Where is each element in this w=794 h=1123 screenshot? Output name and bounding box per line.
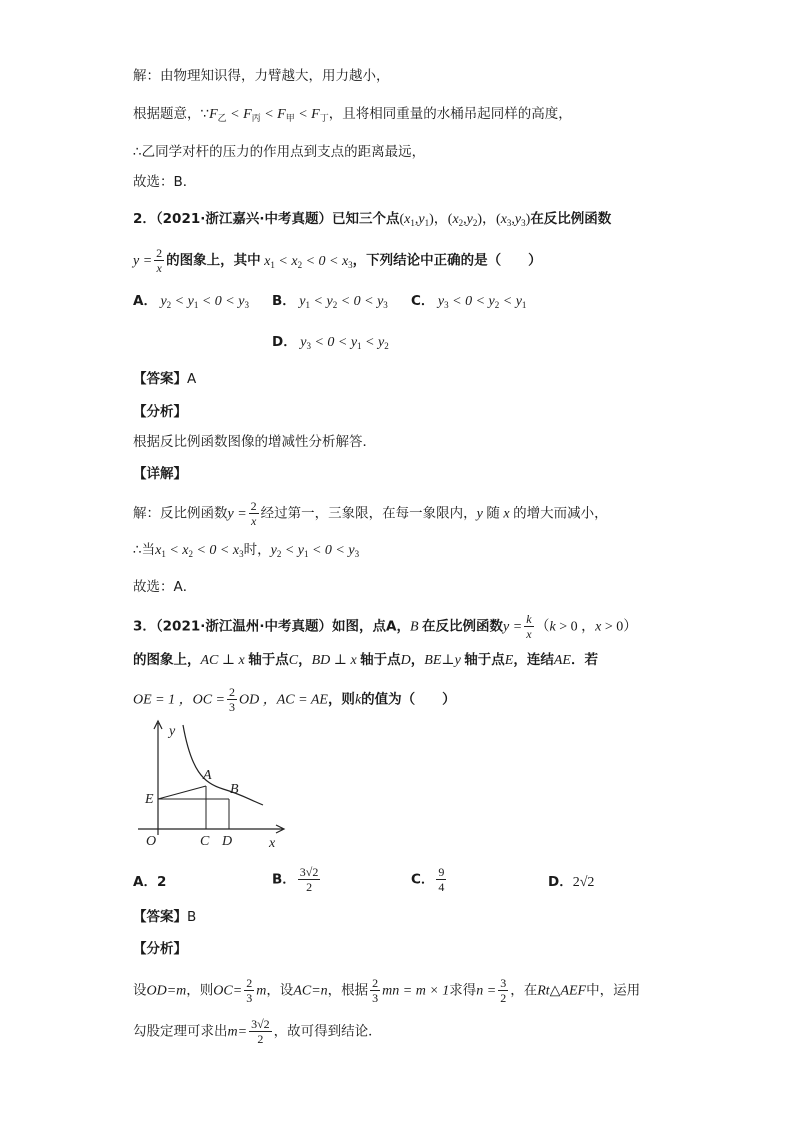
label-e: E bbox=[145, 792, 154, 807]
q3-option-a[interactable]: A．2 bbox=[133, 874, 167, 890]
label-o: O bbox=[146, 834, 157, 849]
q3-stem-line-1: 3．（2021·浙江温州·中考真题）如图，点A，B 在反比例函数y = $\frac{k}{x}$ （k > 0 ，x > 0） bbox=[133, 612, 638, 641]
q2-detail-line-3: 故选：A． bbox=[133, 579, 197, 595]
q2-stem-line-1: 2．（2021·浙江嘉兴·中考真题）已知三个点$(x_1,y_1)$，$(x_2,y_2)$，$(x_3,y_3)$在反比例函数 bbox=[133, 211, 612, 228]
q2-detail-line-1: 解：反比例函数y = $\frac{2}{x}$ 经过第一，三象限，在每一象限内，y 随 x 的增大而减小， bbox=[133, 499, 608, 528]
q3-option-b[interactable]: B． $\frac{3√2}{2}$ bbox=[272, 865, 319, 894]
q2-detail-line-2: ∴当$x_1 < x_2 < 0 < x_3$时，$y_2 < y_1 < 0 < y_3$ bbox=[133, 542, 360, 559]
label-d: D bbox=[222, 834, 233, 849]
label-a: A bbox=[203, 768, 212, 783]
label-b: B bbox=[230, 782, 239, 797]
prev-solution-line-3: ∴乙同学对杆的压力的作用点到支点的距离最远， bbox=[133, 144, 426, 160]
q2-answer: 【答案】A bbox=[133, 371, 197, 387]
q2-option-b[interactable]: B． $y_1 < y_2 < 0 < y_3$ bbox=[272, 293, 388, 310]
q2-stem-line-2: y = $\frac{2}{x}$ 的图象上，其中 $x_1 < x_2 < 0 < x_3$，下列结论中正确的是（ ） bbox=[133, 246, 542, 275]
q3-option-d[interactable]: D．2√2 bbox=[548, 874, 595, 890]
q2-function: y = bbox=[133, 253, 153, 269]
q3-analysis-line-1: 设OD=m，则OC= $\frac{2}{3}$ m，设AC=n，根据 $\frac{2}{3}$ mn = m × 1求得n = $\frac{3}{2}$ ，在Rt△AEF中，运用 bbox=[133, 976, 641, 1005]
q2-option-d[interactable]: D． $y_3 < 0 < y_1 < y_2$ bbox=[272, 334, 389, 351]
prev-solution-line-1: 解：由物理知识得，力臂越大，用力越小， bbox=[133, 68, 390, 84]
q2-condition: $x_1 < x_2 < 0 < x_3$ bbox=[260, 253, 353, 270]
hyperbola-curve bbox=[183, 725, 263, 805]
label-y: y bbox=[169, 724, 176, 739]
q2-option-a[interactable]: A． $y_2 < y_1 < 0 < y_3$ bbox=[133, 293, 249, 310]
label-x: x bbox=[269, 836, 276, 851]
q3-figure bbox=[133, 715, 293, 855]
q3-option-c[interactable]: C． $\frac{9}{4}$ bbox=[411, 865, 445, 894]
q3-analysis-line-2: 勾股定理可求出m= $\frac{3√2}{2}$ ，故可得到结论． bbox=[133, 1017, 382, 1046]
q3-answer: 【答案】B bbox=[133, 909, 197, 925]
label-c: C bbox=[200, 834, 210, 849]
q3-analysis-tag: 【分析】 bbox=[133, 941, 187, 957]
q3-stem-line-3: OE = 1 ，OC = $\frac{2}{3}$ OD ，AC = AE，则k的值为（ ） bbox=[133, 685, 456, 714]
q2-analysis-tag: 【分析】 bbox=[133, 404, 187, 420]
q2-option-c[interactable]: C． $y_3 < 0 < y_2 < y_1$ bbox=[411, 293, 527, 310]
segment-ea bbox=[158, 786, 206, 799]
q2-points: $(x_1,y_1)$，$(x_2,y_2)$，$(x_3,y_3)$ bbox=[399, 212, 531, 228]
prev-solution-line-4: 故选：B． bbox=[133, 174, 197, 190]
force-inequality: $F_乙 < F_丙 < F_甲 < F_丁$ bbox=[209, 107, 329, 123]
q2-analysis: 根据反比例函数图像的增减性分析解答． bbox=[133, 434, 376, 450]
q3-stem-line-2: 的图象上，AC ⊥ x 轴于点C，BD ⊥ x 轴于点D，BE⊥y 轴于点E，连结AE．若 bbox=[133, 652, 598, 668]
q2-detail-tag: 【详解】 bbox=[133, 466, 187, 482]
prev-solution-line-2: 根据题意，$\because F_乙 < F_丙 < F_甲 < F_丁$，且将相同重量的水桶吊起同样的高度， bbox=[133, 106, 572, 123]
